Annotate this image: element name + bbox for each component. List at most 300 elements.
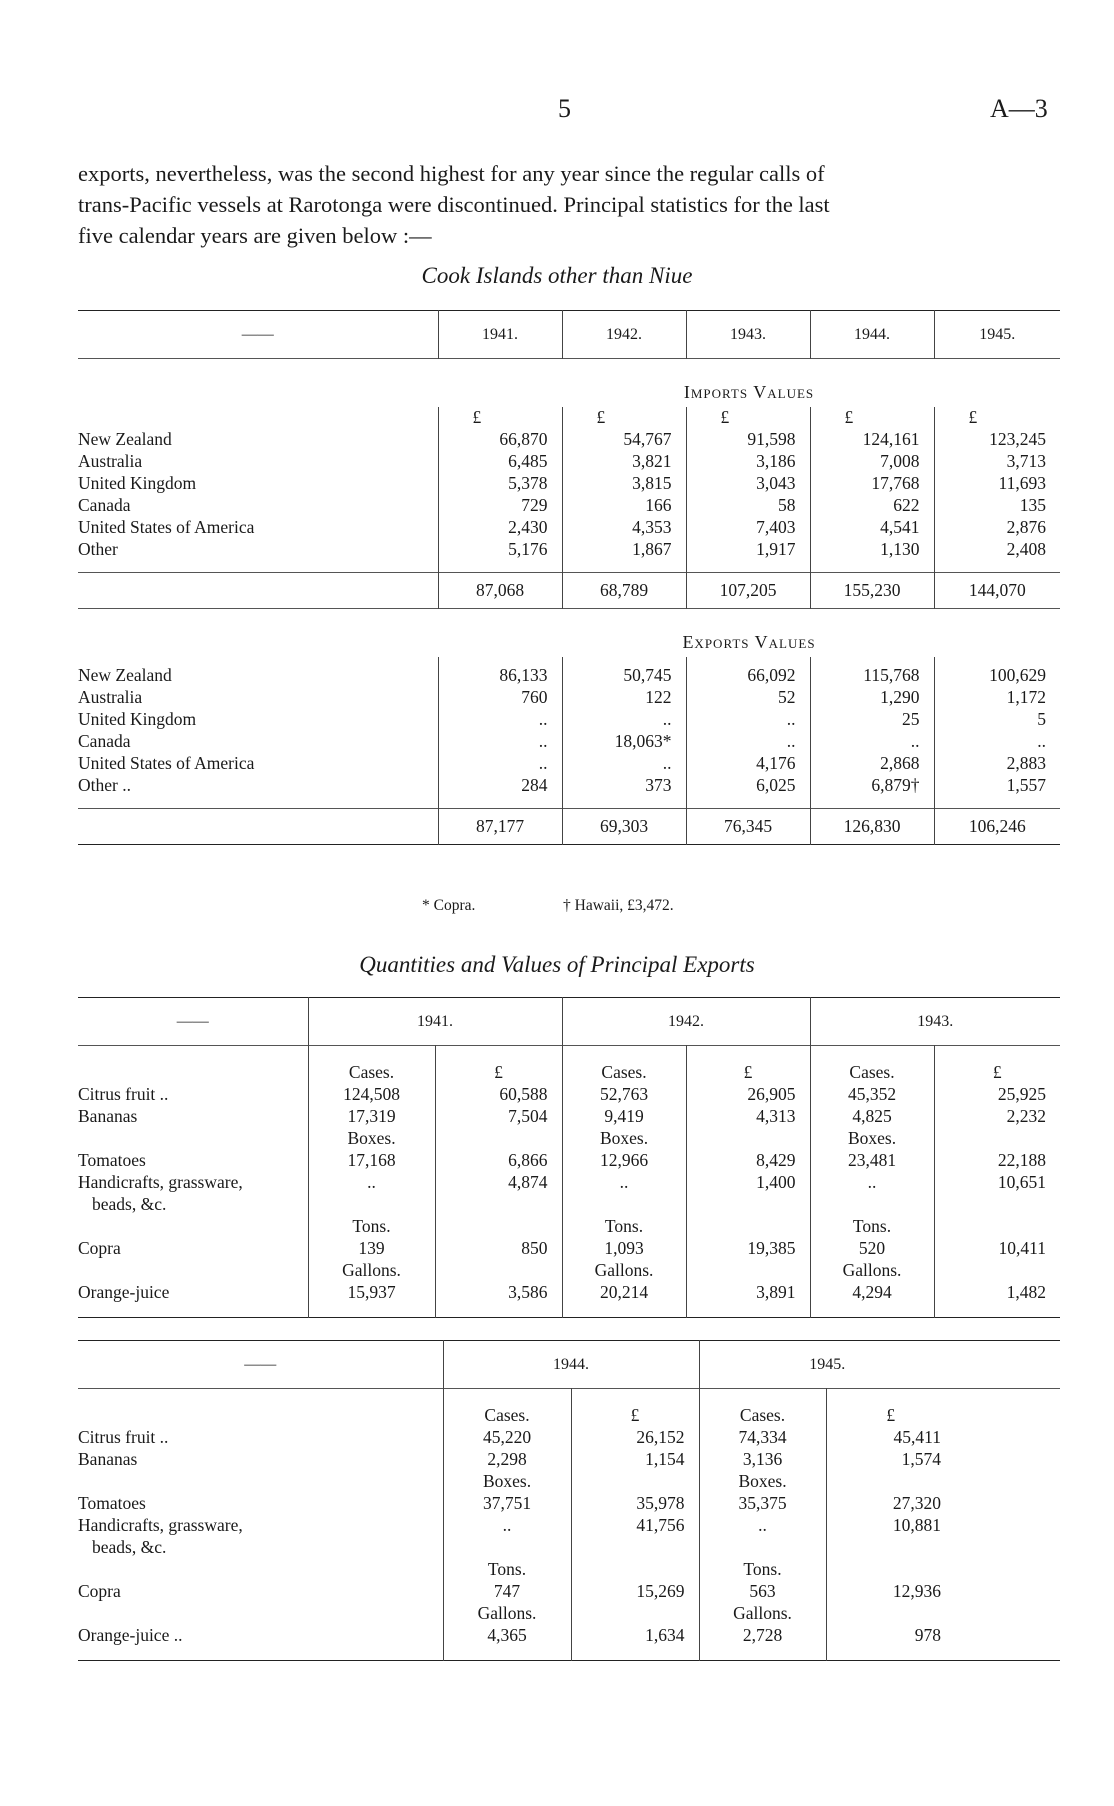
value-cell: 166 [562,495,686,517]
year-header: 1945. [934,311,1060,359]
row-label-text: New Zealand [78,429,172,449]
value-cell: 23,481 [810,1150,934,1172]
spacer [571,1389,699,1405]
value-cell: 10,651 [934,1172,1060,1194]
row-label [78,775,438,797]
value-cell [571,1471,699,1493]
value-cell: Boxes. [308,1128,435,1150]
value-cell [686,1216,810,1238]
value-cell: .. [443,1515,571,1537]
stub-header: —— [241,325,274,343]
row-label [78,1216,308,1238]
spacer [955,1581,1060,1603]
value-cell: 563 [699,1581,826,1603]
value-cell: 26,152 [571,1427,699,1449]
value-cell: .. [438,731,562,753]
table-row [78,1128,1060,1150]
value-cell: 37,751 [443,1493,571,1515]
value-cell: 15,937 [308,1282,435,1304]
value-cell: Gallons. [562,1260,686,1282]
value-cell: 12,966 [562,1150,686,1172]
imports-heading: Imports Values [683,381,815,402]
value-cell: 19,385 [686,1238,810,1260]
spacer [686,561,810,573]
value-cell: 4,176 [686,753,810,775]
total-cell: 144,070 [934,573,1060,609]
total-cell: 69,303 [562,809,686,845]
table-row [78,1625,1060,1647]
value-cell: .. [934,731,1060,753]
value-cell: Gallons. [308,1260,435,1282]
row-label: Handicrafts, grassware, [78,1515,243,1535]
value-cell: 3,136 [699,1449,826,1471]
value-cell: 3,043 [686,473,810,495]
year-header: 1943. [686,311,810,359]
value-cell: 2,298 [443,1449,571,1471]
value-cell: 35,978 [571,1493,699,1515]
row-label [78,1260,308,1282]
value-cell [826,1537,955,1559]
value-cell: Gallons. [699,1603,826,1625]
value-cell: .. [438,709,562,731]
value-cell [826,1471,955,1493]
unit-label: £ [686,407,810,429]
value-cell: 1,482 [934,1282,1060,1304]
value-cell: 8,429 [686,1150,810,1172]
row-label: Copra [78,1238,121,1258]
value-cell: .. [686,709,810,731]
value-cell: Tons. [308,1216,435,1238]
year-header: 1944. [443,1341,699,1389]
value-cell: 124,161 [810,429,934,451]
table-row [78,1389,1060,1405]
value-cell: 26,905 [686,1084,810,1106]
row-label [78,687,438,709]
spacer [438,561,562,573]
value-cell: 66,870 [438,429,562,451]
value-cell [934,1128,1060,1150]
value-cell [686,1260,810,1282]
row-label-text: United Kingdom [78,709,197,729]
value-cell: 2,408 [934,539,1060,561]
row-label-text: Canada [78,731,131,751]
value-cell: 3,713 [934,451,1060,473]
row-label: Bananas [78,1106,138,1126]
value-cell: 2,728 [699,1625,826,1647]
table-row [78,731,1060,753]
spacer [934,1304,1060,1318]
total-cell: 87,177 [438,809,562,845]
total-cell: 155,230 [810,573,934,609]
value-cell: 45,220 [443,1427,571,1449]
value-cell: 4,541 [810,517,934,539]
table-row [78,1603,1060,1625]
spacer [955,1559,1060,1581]
value-cell: 3,891 [686,1282,810,1304]
total-cell: 107,205 [686,573,810,609]
value-cell: 7,504 [435,1106,562,1128]
row-label: Orange-juice [78,1282,170,1302]
spacer [955,1405,1060,1427]
value-cell: 520 [810,1238,934,1260]
spacer [826,1389,955,1405]
row-label [78,451,438,473]
value-cell: 2,868 [810,753,934,775]
table-row [78,517,1060,539]
value-cell: .. [810,731,934,753]
value-cell: Cases. [562,1062,686,1084]
table-row [78,809,1060,845]
row-label-text: United States of America [78,517,255,537]
spacer [78,1647,443,1661]
table-row [78,1150,1060,1172]
value-cell: .. [810,1172,934,1194]
total-cell: 106,246 [934,809,1060,845]
value-cell [826,1559,955,1581]
table-row [78,1405,1060,1427]
table-row [78,1581,1060,1603]
value-cell: .. [308,1172,435,1194]
row-label [78,1559,443,1581]
value-cell: 6,866 [435,1150,562,1172]
value-cell: 115,768 [810,665,934,687]
page-header [0,94,1114,124]
table-row [78,539,1060,561]
row-label-text: Other [78,539,118,559]
value-cell: 22,188 [934,1150,1060,1172]
trade-values-table [78,310,1060,845]
exports-heading: Exports Values [682,631,816,652]
value-cell: £ [826,1405,955,1427]
spacer [686,1304,810,1318]
value-cell [810,1194,934,1216]
spacer [955,1625,1060,1647]
spacer [562,1304,686,1318]
row-label-text: New Zealand [78,665,172,685]
table-row [78,311,1060,359]
value-cell: Cases. [810,1062,934,1084]
spacer [955,1603,1060,1625]
value-cell: 2,430 [438,517,562,539]
total-cell: 87,068 [438,573,562,609]
spacer [78,1046,308,1062]
value-cell: 3,186 [686,451,810,473]
row-label: Tomatoes [78,1150,146,1170]
value-cell: 74,334 [699,1427,826,1449]
spacer [810,1046,934,1062]
row-label-text: United Kingdom [78,473,197,493]
row-label [78,473,438,495]
value-cell: Tons. [443,1559,571,1581]
value-cell: .. [699,1515,826,1537]
value-cell: 17,168 [308,1150,435,1172]
principal-exports-table-1941-1943 [78,997,1060,1318]
value-cell [562,1194,686,1216]
value-cell: 2,876 [934,517,1060,539]
value-cell: .. [562,709,686,731]
row-label-text: Australia [78,451,143,471]
value-cell: Boxes. [443,1471,571,1493]
value-cell: Tons. [699,1559,826,1581]
table-row [78,429,1060,451]
spacer [562,1046,686,1062]
value-cell: Boxes. [562,1128,686,1150]
spacer [686,1046,810,1062]
table-row [78,1282,1060,1304]
value-cell: £ [686,1062,810,1084]
table-row [78,609,1060,657]
value-cell: £ [571,1405,699,1427]
value-cell: 10,411 [934,1238,1060,1260]
table-row [78,665,1060,687]
table-row [78,1647,1060,1661]
value-cell: 622 [810,495,934,517]
value-cell: 5,176 [438,539,562,561]
spacer [78,657,438,665]
value-cell: 52 [686,687,810,709]
spacer [562,657,686,665]
spacer [78,359,438,407]
table-row [78,573,1060,609]
spacer [435,1304,562,1318]
year-header: 1943. [810,998,1060,1046]
value-cell: 978 [826,1625,955,1647]
row-label-text: United States of America [78,753,255,773]
table2-title: Quantities and Values of Principal Exports [359,952,755,977]
value-cell: 1,154 [571,1449,699,1471]
spacer [810,1304,934,1318]
row-label [78,1128,308,1150]
value-cell: 6,025 [686,775,810,797]
page-number: 5 [558,94,571,123]
value-cell [435,1216,562,1238]
spacer [955,1493,1060,1515]
spacer [443,1647,571,1661]
value-cell: .. [562,1172,686,1194]
table-row [78,1471,1060,1493]
value-cell: 41,756 [571,1515,699,1537]
spacer [78,609,438,657]
table-row [78,1260,1060,1282]
table-row [78,1493,1060,1515]
value-cell: 135 [934,495,1060,517]
spacer [955,1471,1060,1493]
value-cell [699,1537,826,1559]
value-cell: 91,598 [686,429,810,451]
row-label [78,1405,443,1427]
table-row [78,1238,1060,1260]
row-label [78,1471,443,1493]
value-cell: 747 [443,1581,571,1603]
row-label [78,1603,443,1625]
row-label: beads, &c. [92,1194,167,1214]
spacer [934,657,1060,665]
value-cell [571,1537,699,1559]
spacer [810,797,934,809]
row-label [78,539,438,561]
table-row [78,1172,1060,1194]
value-cell: 25 [810,709,934,731]
value-cell: 4,365 [443,1625,571,1647]
value-cell: 5 [934,709,1060,731]
value-cell: 1,574 [826,1449,955,1471]
value-cell: 66,092 [686,665,810,687]
value-cell: 3,815 [562,473,686,495]
value-cell: .. [562,753,686,775]
table-row [78,1084,1060,1106]
footnote-copra: * Copra. [422,897,476,914]
spacer [826,1647,955,1661]
value-cell: 2,232 [934,1106,1060,1128]
value-cell: .. [686,731,810,753]
table-row [78,1062,1060,1084]
table-row [78,1515,1060,1537]
spacer [934,797,1060,809]
spacer [438,797,562,809]
spacer [955,1449,1060,1471]
intro-line: five calendar years are given below :— [78,223,432,248]
value-cell: 54,767 [562,429,686,451]
year-header: 1944. [810,311,934,359]
row-label-text: Australia [78,687,143,707]
row-label: Bananas [78,1449,138,1469]
value-cell: 139 [308,1238,435,1260]
value-cell: 1,917 [686,539,810,561]
spacer [686,797,810,809]
value-cell: 1,290 [810,687,934,709]
table-row [78,1537,1060,1559]
spacer [438,657,562,665]
value-cell: 123,245 [934,429,1060,451]
value-cell: 100,629 [934,665,1060,687]
row-label: Orange-juice .. [78,1625,183,1645]
value-cell: 1,634 [571,1625,699,1647]
value-cell: 25,925 [934,1084,1060,1106]
value-cell [571,1559,699,1581]
row-label-text: Canada [78,495,131,515]
value-cell [686,1128,810,1150]
spacer [699,1647,826,1661]
value-cell: Cases. [699,1405,826,1427]
year-header: 1945. [699,1341,955,1389]
table1-title: Cook Islands other than Niue [421,263,693,288]
value-cell: 4,353 [562,517,686,539]
table-row [78,407,1060,429]
table-row [78,1194,1060,1216]
value-cell: 850 [435,1238,562,1260]
value-cell [934,1216,1060,1238]
table-row [78,1427,1060,1449]
value-cell [435,1128,562,1150]
value-cell [435,1260,562,1282]
value-cell: 17,319 [308,1106,435,1128]
table-row [78,1216,1060,1238]
spacer [934,561,1060,573]
spacer [955,1515,1060,1537]
value-cell: 60,588 [435,1084,562,1106]
intro-line: trans-Pacific vessels at Rarotonga were discontinued. Principal statistics for the last [78,192,830,217]
value-cell: Gallons. [443,1603,571,1625]
spacer [810,561,934,573]
value-cell: 15,269 [571,1581,699,1603]
table-row [78,473,1060,495]
row-label: Citrus fruit .. [78,1427,169,1447]
spacer [308,1046,435,1062]
spacer [78,407,438,429]
spacer [78,1304,308,1318]
value-cell: 729 [438,495,562,517]
spacer [686,657,810,665]
spacer [699,1389,826,1405]
unit-label: £ [562,407,686,429]
spacer [955,1341,1060,1389]
value-cell: 6,879† [810,775,934,797]
value-cell: 2,883 [934,753,1060,775]
value-cell: £ [934,1062,1060,1084]
year-header: 1941. [308,998,562,1046]
value-cell: 10,881 [826,1515,955,1537]
spacer [955,1647,1060,1661]
value-cell: 17,768 [810,473,934,495]
unit-label: £ [934,407,1060,429]
table-row [78,1106,1060,1128]
table-row [78,657,1060,665]
value-cell: 35,375 [699,1493,826,1515]
value-cell: .. [438,753,562,775]
value-cell: 7,403 [686,517,810,539]
spacer [562,797,686,809]
table-row [78,709,1060,731]
table-row [78,561,1060,573]
table-row [78,753,1060,775]
spacer [78,809,438,845]
value-cell [686,1194,810,1216]
value-cell: Boxes. [810,1128,934,1150]
row-label: beads, &c. [92,1537,167,1557]
table-row [78,451,1060,473]
table-row [78,495,1060,517]
table-row [78,1559,1060,1581]
value-cell: 52,763 [562,1084,686,1106]
value-cell: 4,313 [686,1106,810,1128]
value-cell: 4,825 [810,1106,934,1128]
value-cell [934,1194,1060,1216]
spacer [562,561,686,573]
footnote-hawaii: † Hawaii, £3,472. [563,897,674,914]
value-cell: 11,693 [934,473,1060,495]
value-cell [308,1194,435,1216]
value-cell: 12,936 [826,1581,955,1603]
value-cell: 1,172 [934,687,1060,709]
row-label [78,709,438,731]
total-cell: 68,789 [562,573,686,609]
table-row [78,797,1060,809]
row-label [78,429,438,451]
value-cell [934,1260,1060,1282]
table-row [78,687,1060,709]
value-cell: 45,352 [810,1084,934,1106]
row-label [78,517,438,539]
row-label: Citrus fruit .. [78,1084,169,1104]
table-row [78,1341,1060,1389]
value-cell: Gallons. [810,1260,934,1282]
value-cell: 18,063* [562,731,686,753]
row-label [78,495,438,517]
spacer [443,1389,571,1405]
value-cell: 58 [686,495,810,517]
value-cell [435,1194,562,1216]
spacer [78,797,438,809]
